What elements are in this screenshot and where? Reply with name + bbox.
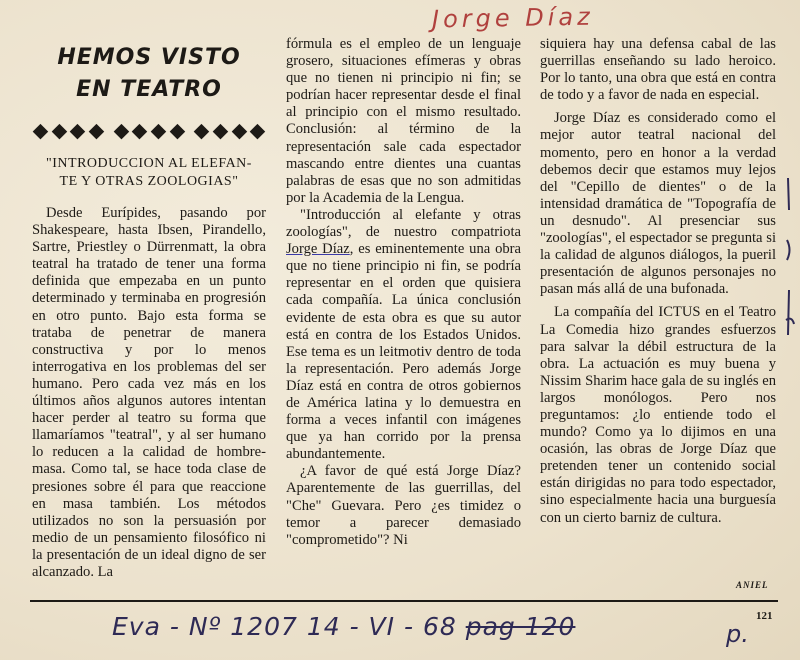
author-signature: ANIEL (736, 580, 769, 590)
play-title-line-1: "INTRODUCCION AL ELEFAN- (46, 156, 252, 171)
diamond-icon (231, 124, 246, 139)
diamond-icon (132, 124, 147, 139)
diamond-icon (194, 124, 209, 139)
handwritten-source-note (112, 612, 575, 641)
diamond-icon (213, 124, 228, 139)
diamond-icon (151, 124, 166, 139)
paragraph-with-author (286, 207, 521, 463)
column-2 (286, 36, 521, 549)
headline-line-1: HEMOS VISTO (57, 45, 241, 70)
paragraph: siquiera hay una defensa cabal de las guerrillas enseñando su lado heroico. Por lo tanto, una obra que está en contra de todo y a favor de nada en especial. (540, 36, 776, 104)
headline (32, 42, 266, 106)
handwritten-author-name: Jorge Díaz (431, 2, 594, 34)
page-number: 121 (756, 610, 773, 622)
paragraph: Jorge Díaz es considerado como el mejor autor teatral nacional del momento, pero en honor a la verdad debemos decir que estamos muy lejos del "Cepillo de dientes" o de la intensidad dramática de "Topografía de un desnudo". Al presenciar sus "zoologías", el espectador se pregunta si la calidad de algunos diálogos, la pueril presentación de algunos personajes no pasan más allá de una bufonada. (540, 110, 776, 298)
diamond-ornament-row (32, 126, 266, 137)
diamond-icon (70, 124, 85, 139)
paragraph: La compañía del ICTUS en el Teatro La Comedia hizo grandes esfuerzos para salvar la débil estructura de la obra. La actuación es muy buena y Nissim Sharim hace gala de su inglés en largos monólogos. Pero nos preguntamos: ¿lo entiende todo el mundo? Como ya lo dijimos en una ocasión, las obras de Jorge Díaz que pretenden tener un contenido social están dirigidas no para todo espectador, sino especialmente hacia una burguesía con un cierto barniz de cultura. (540, 304, 776, 526)
underlined-author-name: Jorge Díaz (286, 241, 350, 258)
headline-line-2: EN TEATRO (76, 77, 222, 102)
paragraph: Desde Eurípides, pasando por Shakespeare, hasta Ibsen, Pirandello, Sartre, Priestley o Dürrenmatt, la obra teatral ha tratado de tener una forma definida que empezaba en un punto determinado y terminaba en progresión en otro punto. Bajo esta forma se trataba de penetrar de manera constructiva y por lo menos interrogativa en los problemas del ser humano. Pero cada vez más en los últimos años algunos autores intentan hacer perder al teatro su forma que llamaríamos "teatral", y al ser humano lo reducen a la calidad de hombre-masa. Como tal, se hace toda clase de presiones sobre él para que reaccione en masa también. Los métodos utilizados no son la persuasión por medio de un pensamiento filosófico ni la presentación de un ideal digno de ser alcanzado. La (32, 205, 266, 580)
play-title (32, 155, 266, 191)
diamond-icon (250, 124, 265, 139)
diamond-icon (113, 124, 128, 139)
handwritten-page-ref: pag 120 (465, 612, 576, 641)
handwritten-issue-date: Eva - Nº 1207 14 - VI - 68 (112, 612, 457, 641)
play-title-line-2: TE Y OTRAS ZOOLOGIAS" (59, 174, 239, 189)
paragraph: fórmula es el empleo de un lenguaje grosero, situaciones efímeras y obras que no tienen ni principio ni fin; se podrían hacer representar desde el final al principio con el mismo resultado. Conclusión: al término de la representación sale cada espectador mascando entre dientes una cuantas palabras de esas que no son admitidas por la Academia de la Lengua. (286, 36, 521, 206)
handwritten-mark: p. (726, 620, 749, 648)
diamond-icon (33, 124, 48, 139)
diamond-icon (89, 124, 104, 139)
paragraph-text: "Introducción al elefante y otras zoologías", de nuestro compatriota (286, 206, 521, 241)
diamond-icon (51, 124, 66, 139)
paragraph-text: , es eminentemente una obra que no tiene principio ni fin, se podría representar en el orden que quisiera cada compañía. La única conclusión evidente de esta obra es que su autor está en contra de los Estados Unidos. Ese tema es un leitmotiv dentro de toda la representación. Pero además Jorge Díaz está en contra de otros gobiernos de América latina y lo demuestra en forma a veces infantil con imágenes que ya han corrido por la prensa abundantemente. (286, 241, 522, 463)
diamond-icon (169, 124, 184, 139)
paragraph: ¿A favor de qué está Jorge Díaz? Aparentemente de las guerrillas, del "Che" Guevara. Pero ¿es timidez o temor a parecer demasiado "comprometido"? Ni (286, 463, 521, 548)
column-3 (540, 36, 776, 527)
margin-handwriting-marks (782, 170, 796, 340)
column-1 (32, 36, 266, 581)
divider-rule (30, 600, 778, 602)
